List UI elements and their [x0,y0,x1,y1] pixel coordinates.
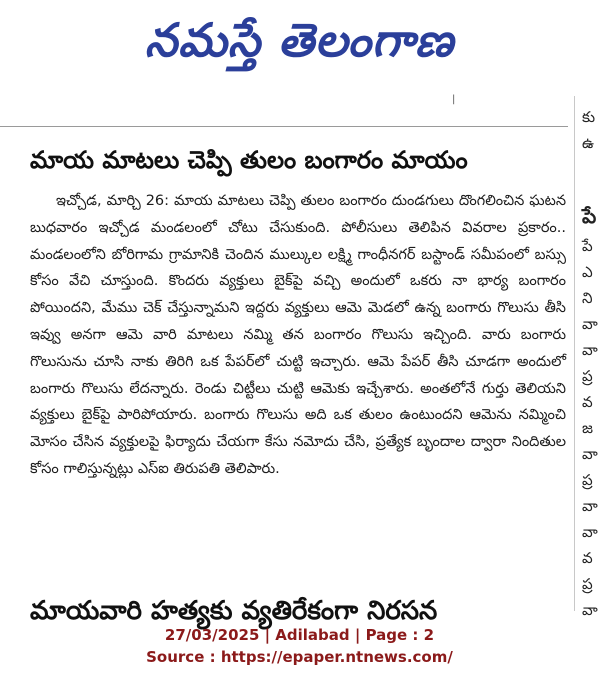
fragment-text: జ [582,419,593,437]
fragment-text: వా [582,341,598,359]
fragment-text: ఎ [582,263,593,281]
fragment-text: ప్ర [582,471,593,489]
fragment-text: ని [582,289,593,307]
fragment-text: వ [582,393,593,411]
source-url: Source : https://epaper.ntnews.com/ [146,648,453,666]
fragment-text: పే [582,204,597,228]
article-paragraph: ఇచ్చోడ, మార్చి 26: మాయ మాటలు చెప్పి తులం బంగారం దుండగులు దొంగలించిన ఘటన బుధవారం ఇచ్చోడ మండలంలో చోటు చేసుకుంది. పోలీసులు తెలిపిన వివరాల ప్రకారం.. మండలంలోని బోరిగామ గ్రామానికి చెందిన ముల్కుల లక్ష్మి గాంధీనగర్ బస్టాండ్ సమీపంలో బస్సు కోసం వేచి చూస్తుంది. కొందరు వ్యక్తులు బైక్‌పై వచ్చి అందులో ఒకరు నా భార్య బంగారం పోయిందని, మేము చెక్ చేస్తున్నామని ఇద్దరు వ్యక్తులు ఆమె మెడలో ఉన్న బంగారు గొలుసు తీసి ఇవ్వు అనగా ఆమె వారి మాటలు నమ్మి తన బంగారం గొలుసు ఇచ్చింది. వారు బంగారు గొలుసును చూసి నాకు తిరిగి ఒక పేపర్‌లో చుట్టి ఇచ్చారు. ఆమె పేపర్ తీసి చూడగా అందులో బంగారు గొలుసు లేదన్నారు. రెండు చిట్టీలు చుట్టి ఆమెకు ఇచ్చేశారు. అంతలోనే గుర్తు తెలియని వ్యక్తులు బైక్‌పై పారిపోయారు. బంగారు గొలుసు అది ఒక తులం ఉంటుందని ఆమెను నమ్మించి మోసం చేసిన వ్యక్తులపై ఫిర్యాదు చేయగా కేసు నమోదు చేసి, ప్రత్యేక బృందాల ద్వారా నిందితుల కోసం గాలిస్తున్నట్లు ఎస్ఐ తిరుపతి తెలిపారు. [30,193,566,477]
fragment-text: వా [582,445,598,463]
fragment-text: వా [582,497,598,515]
source-footer [0,624,599,668]
fragment-text: వా [582,601,598,619]
edition-info: 27/03/2025 | Adilabad | Page : 2 [164,626,435,644]
article-headline: మాయ మాటలు చెప్పి తులం బంగారం మాయం [30,146,468,174]
top-divider [0,126,568,127]
adjacent-column-fragment [582,108,599,619]
fragment-text: పే [582,237,593,255]
fragment-text: కు [582,108,596,126]
column-divider [574,96,575,611]
fragment-text: వా [582,523,598,541]
newspaper-title: నమస్తే తెలంగాణ [144,13,455,67]
fragment-text: వా [582,315,598,333]
next-article-headline: మాయవారి హత్యకు వ్యతిరేకంగా నిరసన [30,596,438,626]
clipped-text-fragment: | [452,94,456,105]
fragment-text: వ [582,549,593,567]
masthead [0,0,599,92]
article-body [30,188,566,583]
fragment-text: ఉ [582,134,594,152]
fragment-text: ప్ర [582,367,593,385]
fragment-text: ప్ర [582,575,593,593]
